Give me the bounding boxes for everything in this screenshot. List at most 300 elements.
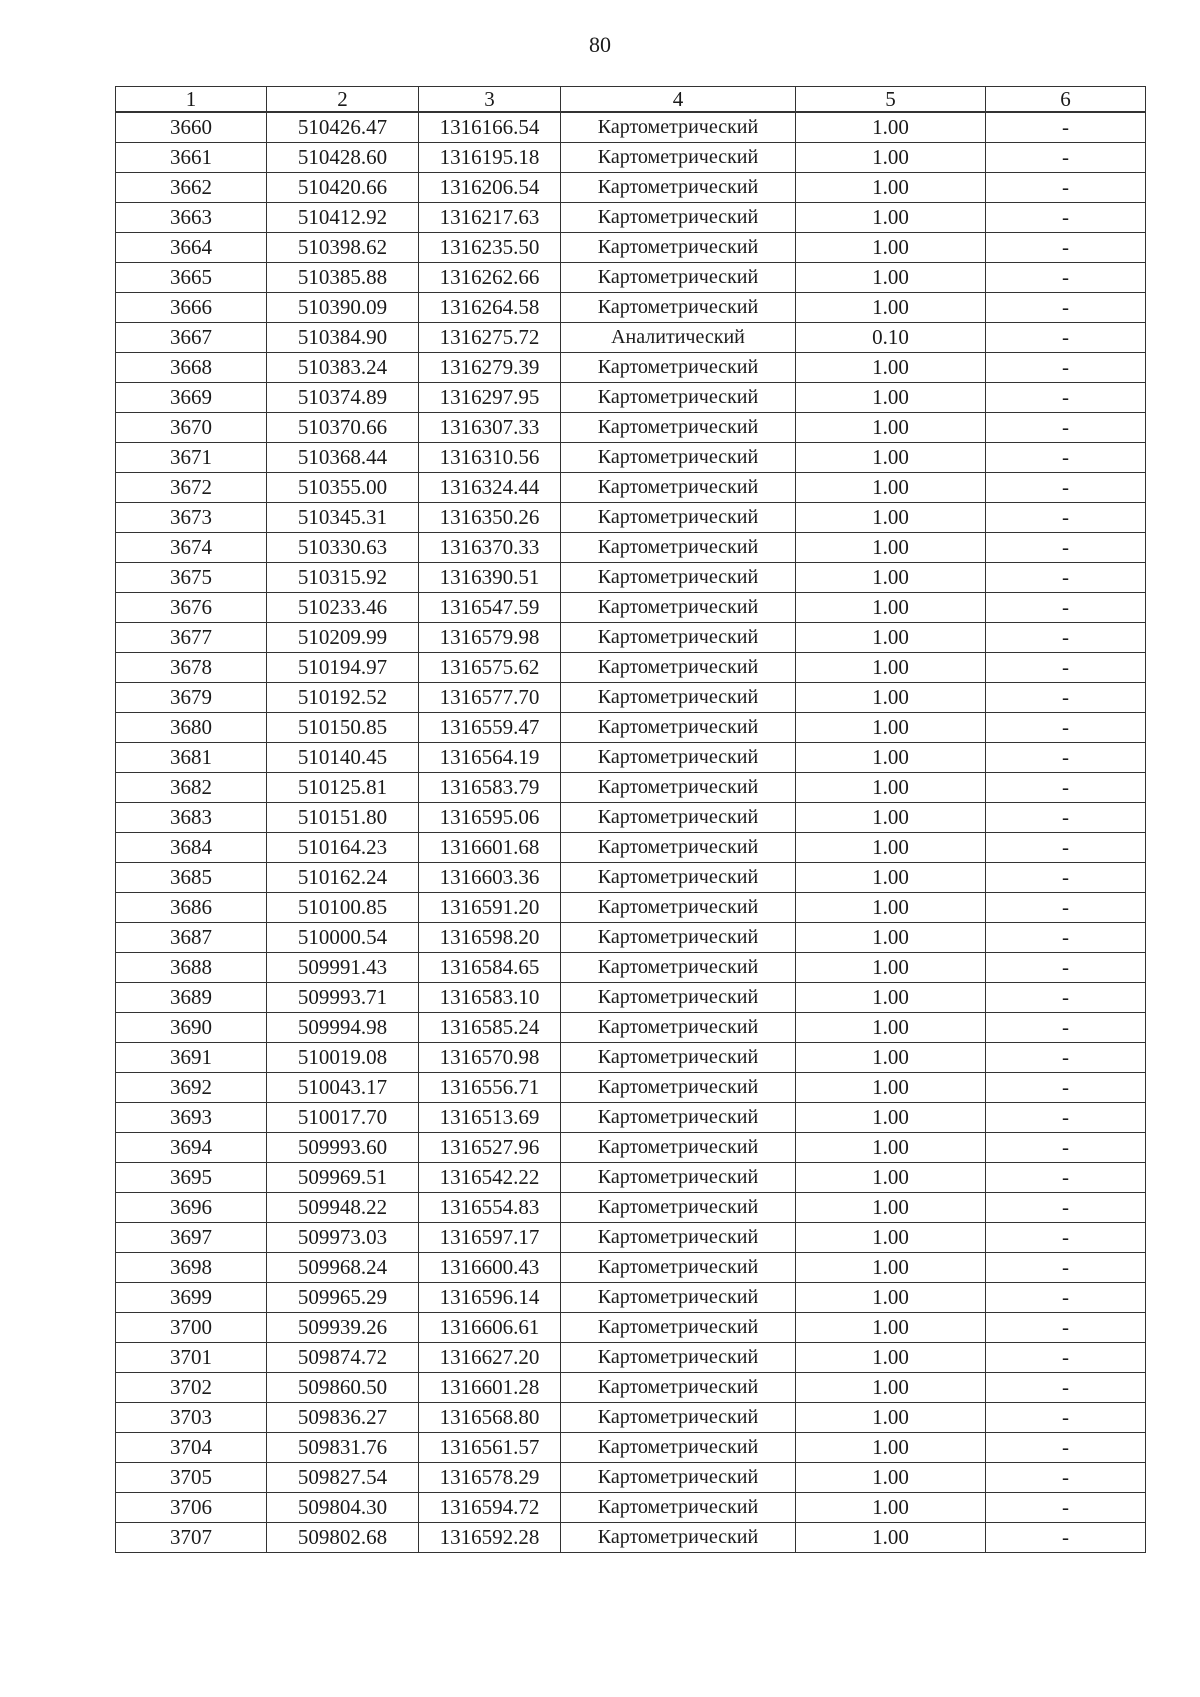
- method-cell: Картометрический: [561, 683, 796, 713]
- y-coordinate-cell: 1316554.83: [419, 1193, 561, 1223]
- x-coordinate-cell: 510390.09: [267, 293, 419, 323]
- y-coordinate-cell: 1316601.68: [419, 833, 561, 863]
- method-cell: Картометрический: [561, 1493, 796, 1523]
- description-cell: -: [986, 923, 1146, 953]
- point-number-cell: 3704: [116, 1433, 267, 1463]
- method-cell: Картометрический: [561, 443, 796, 473]
- description-cell: -: [986, 473, 1146, 503]
- table-row: [116, 563, 1146, 593]
- description-cell: -: [986, 143, 1146, 173]
- table-row: [116, 1493, 1146, 1523]
- point-number-cell: 3665: [116, 263, 267, 293]
- description-cell: -: [986, 443, 1146, 473]
- description-cell: -: [986, 1463, 1146, 1493]
- point-number-cell: 3666: [116, 293, 267, 323]
- y-coordinate-cell: 1316627.20: [419, 1343, 561, 1373]
- point-number-cell: 3682: [116, 773, 267, 803]
- y-coordinate-cell: 1316601.28: [419, 1373, 561, 1403]
- method-cell: Картометрический: [561, 1223, 796, 1253]
- description-cell: -: [986, 743, 1146, 773]
- y-coordinate-cell: 1316527.96: [419, 1133, 561, 1163]
- description-cell: -: [986, 563, 1146, 593]
- description-cell: -: [986, 953, 1146, 983]
- accuracy-cell: 1.00: [796, 1313, 986, 1343]
- table-row: [116, 1253, 1146, 1283]
- page-number: 80: [589, 32, 611, 57]
- description-cell: -: [986, 263, 1146, 293]
- y-coordinate-cell: 1316275.72: [419, 323, 561, 353]
- x-coordinate-cell: 510019.08: [267, 1043, 419, 1073]
- description-cell: -: [986, 203, 1146, 233]
- description-cell: -: [986, 173, 1146, 203]
- method-cell: Картометрический: [561, 233, 796, 263]
- y-coordinate-cell: 1316559.47: [419, 713, 561, 743]
- point-number-cell: 3694: [116, 1133, 267, 1163]
- method-cell: Картометрический: [561, 563, 796, 593]
- method-cell: Картометрический: [561, 293, 796, 323]
- accuracy-cell: 1.00: [796, 1343, 986, 1373]
- accuracy-cell: 1.00: [796, 1073, 986, 1103]
- table-row: [116, 923, 1146, 953]
- x-coordinate-cell: 509991.43: [267, 953, 419, 983]
- x-coordinate-cell: 510374.89: [267, 383, 419, 413]
- method-cell: Картометрический: [561, 1283, 796, 1313]
- point-number-cell: 3699: [116, 1283, 267, 1313]
- table-row: [116, 323, 1146, 353]
- table-row: [116, 1373, 1146, 1403]
- method-cell: Картометрический: [561, 833, 796, 863]
- table-row: [116, 233, 1146, 263]
- accuracy-cell: 1.00: [796, 1523, 986, 1553]
- description-cell: -: [986, 1133, 1146, 1163]
- table-row: [116, 293, 1146, 323]
- y-coordinate-cell: 1316606.61: [419, 1313, 561, 1343]
- table-row: [116, 1163, 1146, 1193]
- point-number-cell: 3688: [116, 953, 267, 983]
- accuracy-cell: 1.00: [796, 623, 986, 653]
- point-number-cell: 3669: [116, 383, 267, 413]
- table-row: [116, 623, 1146, 653]
- x-coordinate-cell: 509836.27: [267, 1403, 419, 1433]
- method-cell: Картометрический: [561, 923, 796, 953]
- y-coordinate-cell: 1316595.06: [419, 803, 561, 833]
- x-coordinate-cell: 510368.44: [267, 443, 419, 473]
- column-header-2: 2: [267, 87, 419, 113]
- y-coordinate-cell: 1316195.18: [419, 143, 561, 173]
- method-cell: Картометрический: [561, 1403, 796, 1433]
- accuracy-cell: 1.00: [796, 983, 986, 1013]
- accuracy-cell: 1.00: [796, 773, 986, 803]
- accuracy-cell: 1.00: [796, 112, 986, 143]
- y-coordinate-cell: 1316564.19: [419, 743, 561, 773]
- point-number-cell: 3680: [116, 713, 267, 743]
- point-number-cell: 3678: [116, 653, 267, 683]
- x-coordinate-cell: 510100.85: [267, 893, 419, 923]
- point-number-cell: 3706: [116, 1493, 267, 1523]
- y-coordinate-cell: 1316217.63: [419, 203, 561, 233]
- x-coordinate-cell: 509969.51: [267, 1163, 419, 1193]
- y-coordinate-cell: 1316264.58: [419, 293, 561, 323]
- x-coordinate-cell: 510151.80: [267, 803, 419, 833]
- column-header-6: 6: [986, 87, 1146, 113]
- point-number-cell: 3701: [116, 1343, 267, 1373]
- method-cell: Картометрический: [561, 1433, 796, 1463]
- x-coordinate-cell: 510000.54: [267, 923, 419, 953]
- y-coordinate-cell: 1316547.59: [419, 593, 561, 623]
- column-header-3: 3: [419, 87, 561, 113]
- table-row: [116, 833, 1146, 863]
- description-cell: -: [986, 233, 1146, 263]
- column-header-5: 5: [796, 87, 986, 113]
- x-coordinate-cell: 510412.92: [267, 203, 419, 233]
- description-cell: -: [986, 1253, 1146, 1283]
- point-number-cell: 3681: [116, 743, 267, 773]
- point-number-cell: 3702: [116, 1373, 267, 1403]
- y-coordinate-cell: 1316596.14: [419, 1283, 561, 1313]
- table-row: [116, 1313, 1146, 1343]
- table-row: [116, 863, 1146, 893]
- description-cell: -: [986, 293, 1146, 323]
- table-row: [116, 1073, 1146, 1103]
- x-coordinate-cell: 510209.99: [267, 623, 419, 653]
- point-number-cell: 3689: [116, 983, 267, 1013]
- x-coordinate-cell: 509965.29: [267, 1283, 419, 1313]
- method-cell: Картометрический: [561, 1373, 796, 1403]
- point-number-cell: 3695: [116, 1163, 267, 1193]
- accuracy-cell: 1.00: [796, 503, 986, 533]
- accuracy-cell: 1.00: [796, 1223, 986, 1253]
- description-cell: -: [986, 1013, 1146, 1043]
- description-cell: -: [986, 1493, 1146, 1523]
- point-number-cell: 3671: [116, 443, 267, 473]
- description-cell: -: [986, 1103, 1146, 1133]
- y-coordinate-cell: 1316575.62: [419, 653, 561, 683]
- x-coordinate-cell: 510383.24: [267, 353, 419, 383]
- method-cell: Картометрический: [561, 1133, 796, 1163]
- point-number-cell: 3677: [116, 623, 267, 653]
- x-coordinate-cell: 510385.88: [267, 263, 419, 293]
- method-cell: Картометрический: [561, 263, 796, 293]
- point-number-cell: 3672: [116, 473, 267, 503]
- x-coordinate-cell: 510355.00: [267, 473, 419, 503]
- y-coordinate-cell: 1316592.28: [419, 1523, 561, 1553]
- method-cell: Картометрический: [561, 1343, 796, 1373]
- description-cell: -: [986, 623, 1146, 653]
- y-coordinate-cell: 1316583.79: [419, 773, 561, 803]
- x-coordinate-cell: 510330.63: [267, 533, 419, 563]
- x-coordinate-cell: 509804.30: [267, 1493, 419, 1523]
- point-number-cell: 3687: [116, 923, 267, 953]
- method-cell: Аналитический: [561, 323, 796, 353]
- y-coordinate-cell: 1316579.98: [419, 623, 561, 653]
- accuracy-cell: 1.00: [796, 863, 986, 893]
- point-number-cell: 3664: [116, 233, 267, 263]
- accuracy-cell: 0.10: [796, 323, 986, 353]
- method-cell: Картометрический: [561, 593, 796, 623]
- description-cell: -: [986, 1283, 1146, 1313]
- column-header-4: 4: [561, 87, 796, 113]
- table-row: [116, 893, 1146, 923]
- point-number-cell: 3700: [116, 1313, 267, 1343]
- table-row: [116, 743, 1146, 773]
- accuracy-cell: 1.00: [796, 893, 986, 923]
- table-row: [116, 143, 1146, 173]
- x-coordinate-cell: 510162.24: [267, 863, 419, 893]
- method-cell: Картометрический: [561, 773, 796, 803]
- accuracy-cell: 1.00: [796, 713, 986, 743]
- method-cell: Картометрический: [561, 1013, 796, 1043]
- description-cell: -: [986, 383, 1146, 413]
- point-number-cell: 3674: [116, 533, 267, 563]
- method-cell: Картометрический: [561, 863, 796, 893]
- y-coordinate-cell: 1316310.56: [419, 443, 561, 473]
- accuracy-cell: 1.00: [796, 1403, 986, 1433]
- point-number-cell: 3690: [116, 1013, 267, 1043]
- x-coordinate-cell: 509968.24: [267, 1253, 419, 1283]
- description-cell: -: [986, 863, 1146, 893]
- table-row: [116, 473, 1146, 503]
- accuracy-cell: 1.00: [796, 1283, 986, 1313]
- description-cell: -: [986, 1373, 1146, 1403]
- x-coordinate-cell: 509993.71: [267, 983, 419, 1013]
- y-coordinate-cell: 1316513.69: [419, 1103, 561, 1133]
- column-header-1: 1: [116, 87, 267, 113]
- x-coordinate-cell: 510140.45: [267, 743, 419, 773]
- accuracy-cell: 1.00: [796, 1493, 986, 1523]
- y-coordinate-cell: 1316166.54: [419, 112, 561, 143]
- table-row: [116, 773, 1146, 803]
- table-row: [116, 1103, 1146, 1133]
- coordinates-table: [115, 86, 1146, 1553]
- table-row: [116, 383, 1146, 413]
- accuracy-cell: 1.00: [796, 143, 986, 173]
- method-cell: Картометрический: [561, 953, 796, 983]
- method-cell: Картометрический: [561, 473, 796, 503]
- accuracy-cell: 1.00: [796, 1163, 986, 1193]
- accuracy-cell: 1.00: [796, 833, 986, 863]
- accuracy-cell: 1.00: [796, 1193, 986, 1223]
- point-number-cell: 3698: [116, 1253, 267, 1283]
- point-number-cell: 3697: [116, 1223, 267, 1253]
- point-number-cell: 3661: [116, 143, 267, 173]
- x-coordinate-cell: 510370.66: [267, 413, 419, 443]
- x-coordinate-cell: 509802.68: [267, 1523, 419, 1553]
- y-coordinate-cell: 1316578.29: [419, 1463, 561, 1493]
- table-row: [116, 112, 1146, 143]
- description-cell: -: [986, 1343, 1146, 1373]
- point-number-cell: 3683: [116, 803, 267, 833]
- x-coordinate-cell: 509993.60: [267, 1133, 419, 1163]
- point-number-cell: 3686: [116, 893, 267, 923]
- point-number-cell: 3705: [116, 1463, 267, 1493]
- table-row: [116, 1343, 1146, 1373]
- y-coordinate-cell: 1316570.98: [419, 1043, 561, 1073]
- x-coordinate-cell: 509973.03: [267, 1223, 419, 1253]
- point-number-cell: 3703: [116, 1403, 267, 1433]
- method-cell: Картометрический: [561, 112, 796, 143]
- method-cell: Картометрический: [561, 383, 796, 413]
- description-cell: -: [986, 653, 1146, 683]
- point-number-cell: 3696: [116, 1193, 267, 1223]
- accuracy-cell: 1.00: [796, 1103, 986, 1133]
- y-coordinate-cell: 1316235.50: [419, 233, 561, 263]
- method-cell: Картометрический: [561, 1193, 796, 1223]
- x-coordinate-cell: 510164.23: [267, 833, 419, 863]
- method-cell: Картометрический: [561, 713, 796, 743]
- table-row: [116, 1463, 1146, 1493]
- x-coordinate-cell: 510017.70: [267, 1103, 419, 1133]
- y-coordinate-cell: 1316577.70: [419, 683, 561, 713]
- x-coordinate-cell: 509948.22: [267, 1193, 419, 1223]
- x-coordinate-cell: 510315.92: [267, 563, 419, 593]
- description-cell: -: [986, 1073, 1146, 1103]
- description-cell: -: [986, 323, 1146, 353]
- table-row: [116, 263, 1146, 293]
- table-row: [116, 1043, 1146, 1073]
- description-cell: -: [986, 353, 1146, 383]
- description-cell: -: [986, 413, 1146, 443]
- method-cell: Картометрический: [561, 623, 796, 653]
- table-row: [116, 1193, 1146, 1223]
- table-row: [116, 1133, 1146, 1163]
- x-coordinate-cell: 510233.46: [267, 593, 419, 623]
- y-coordinate-cell: 1316370.33: [419, 533, 561, 563]
- point-number-cell: 3667: [116, 323, 267, 353]
- table-row: [116, 353, 1146, 383]
- header-row: [116, 87, 1146, 113]
- y-coordinate-cell: 1316206.54: [419, 173, 561, 203]
- accuracy-cell: 1.00: [796, 1013, 986, 1043]
- method-cell: Картометрический: [561, 803, 796, 833]
- description-cell: -: [986, 773, 1146, 803]
- point-number-cell: 3673: [116, 503, 267, 533]
- method-cell: Картометрический: [561, 1103, 796, 1133]
- table-row: [116, 713, 1146, 743]
- y-coordinate-cell: 1316594.72: [419, 1493, 561, 1523]
- accuracy-cell: 1.00: [796, 203, 986, 233]
- method-cell: Картометрический: [561, 983, 796, 1013]
- description-cell: -: [986, 112, 1146, 143]
- method-cell: Картометрический: [561, 1073, 796, 1103]
- method-cell: Картометрический: [561, 173, 796, 203]
- table-row: [116, 413, 1146, 443]
- point-number-cell: 3679: [116, 683, 267, 713]
- accuracy-cell: 1.00: [796, 293, 986, 323]
- method-cell: Картометрический: [561, 413, 796, 443]
- table-row: [116, 953, 1146, 983]
- point-number-cell: 3684: [116, 833, 267, 863]
- y-coordinate-cell: 1316583.10: [419, 983, 561, 1013]
- y-coordinate-cell: 1316591.20: [419, 893, 561, 923]
- table-row: [116, 1433, 1146, 1463]
- y-coordinate-cell: 1316603.36: [419, 863, 561, 893]
- method-cell: Картометрический: [561, 1523, 796, 1553]
- table-row: [116, 683, 1146, 713]
- accuracy-cell: 1.00: [796, 803, 986, 833]
- accuracy-cell: 1.00: [796, 1253, 986, 1283]
- x-coordinate-cell: 510194.97: [267, 653, 419, 683]
- point-number-cell: 3668: [116, 353, 267, 383]
- x-coordinate-cell: 510125.81: [267, 773, 419, 803]
- accuracy-cell: 1.00: [796, 1133, 986, 1163]
- table-row: [116, 533, 1146, 563]
- point-number-cell: 3685: [116, 863, 267, 893]
- accuracy-cell: 1.00: [796, 263, 986, 293]
- x-coordinate-cell: 509827.54: [267, 1463, 419, 1493]
- method-cell: Картометрический: [561, 1253, 796, 1283]
- accuracy-cell: 1.00: [796, 233, 986, 263]
- description-cell: -: [986, 1523, 1146, 1553]
- point-number-cell: 3675: [116, 563, 267, 593]
- point-number-cell: 3692: [116, 1073, 267, 1103]
- accuracy-cell: 1.00: [796, 383, 986, 413]
- accuracy-cell: 1.00: [796, 1043, 986, 1073]
- y-coordinate-cell: 1316600.43: [419, 1253, 561, 1283]
- y-coordinate-cell: 1316585.24: [419, 1013, 561, 1043]
- description-cell: -: [986, 1403, 1146, 1433]
- method-cell: Картометрический: [561, 743, 796, 773]
- x-coordinate-cell: 509939.26: [267, 1313, 419, 1343]
- description-cell: -: [986, 833, 1146, 863]
- x-coordinate-cell: 510428.60: [267, 143, 419, 173]
- description-cell: -: [986, 503, 1146, 533]
- y-coordinate-cell: 1316556.71: [419, 1073, 561, 1103]
- y-coordinate-cell: 1316307.33: [419, 413, 561, 443]
- accuracy-cell: 1.00: [796, 593, 986, 623]
- x-coordinate-cell: 510398.62: [267, 233, 419, 263]
- table-row: [116, 503, 1146, 533]
- point-number-cell: 3707: [116, 1523, 267, 1553]
- description-cell: -: [986, 713, 1146, 743]
- point-number-cell: 3693: [116, 1103, 267, 1133]
- y-coordinate-cell: 1316262.66: [419, 263, 561, 293]
- y-coordinate-cell: 1316279.39: [419, 353, 561, 383]
- table-row: [116, 653, 1146, 683]
- table-row: [116, 803, 1146, 833]
- table-row: [116, 173, 1146, 203]
- x-coordinate-cell: 509994.98: [267, 1013, 419, 1043]
- point-number-cell: 3660: [116, 112, 267, 143]
- y-coordinate-cell: 1316324.44: [419, 473, 561, 503]
- table-row: [116, 1523, 1146, 1553]
- method-cell: Картометрический: [561, 893, 796, 923]
- accuracy-cell: 1.00: [796, 353, 986, 383]
- description-cell: -: [986, 683, 1146, 713]
- x-coordinate-cell: 510192.52: [267, 683, 419, 713]
- description-cell: -: [986, 1433, 1146, 1463]
- table-row: [116, 203, 1146, 233]
- accuracy-cell: 1.00: [796, 173, 986, 203]
- x-coordinate-cell: 509831.76: [267, 1433, 419, 1463]
- method-cell: Картометрический: [561, 653, 796, 683]
- description-cell: -: [986, 1223, 1146, 1253]
- x-coordinate-cell: 510345.31: [267, 503, 419, 533]
- table-body: [116, 112, 1146, 1553]
- method-cell: Картометрический: [561, 503, 796, 533]
- y-coordinate-cell: 1316561.57: [419, 1433, 561, 1463]
- y-coordinate-cell: 1316542.22: [419, 1163, 561, 1193]
- accuracy-cell: 1.00: [796, 563, 986, 593]
- y-coordinate-cell: 1316584.65: [419, 953, 561, 983]
- point-number-cell: 3670: [116, 413, 267, 443]
- x-coordinate-cell: 509874.72: [267, 1343, 419, 1373]
- method-cell: Картометрический: [561, 203, 796, 233]
- description-cell: -: [986, 803, 1146, 833]
- table-row: [116, 1223, 1146, 1253]
- method-cell: Картометрический: [561, 353, 796, 383]
- y-coordinate-cell: 1316350.26: [419, 503, 561, 533]
- accuracy-cell: 1.00: [796, 443, 986, 473]
